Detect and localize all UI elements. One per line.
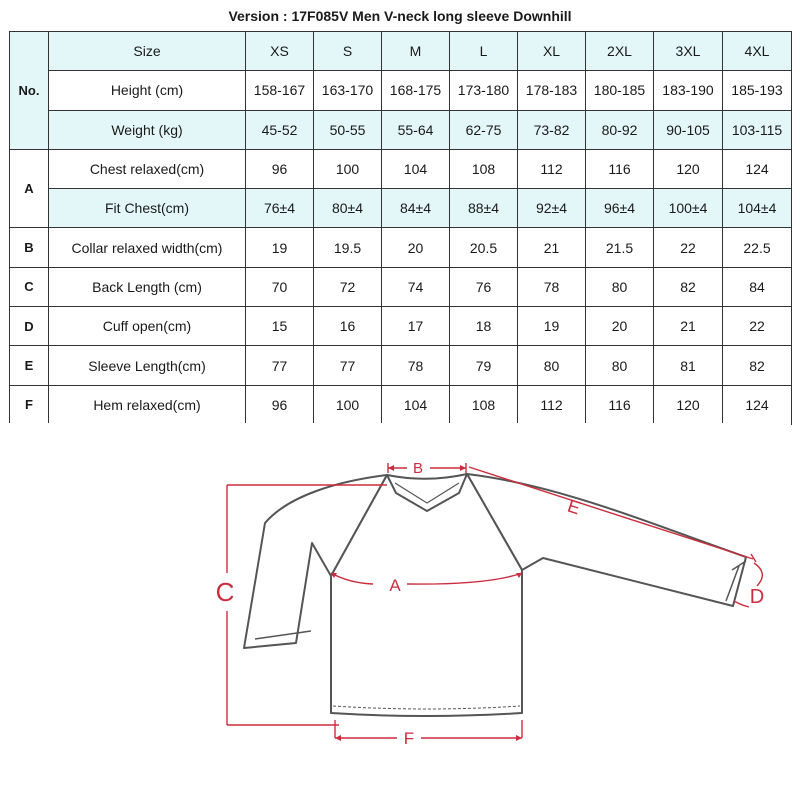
chart-title: Version : 17F085V Men V-neck long sleeve Downhill [9,0,791,32]
table-cell: 90-105 [654,110,723,149]
table-cell: 76±4 [246,189,314,228]
dimension-label-e: E [565,495,583,519]
table-cell: 84±4 [382,189,450,228]
table-cell: 70 [246,267,314,306]
row-label: Fit Chest(cm) [49,189,246,228]
table-cell: 22.5 [723,228,792,267]
table-cell: 120 [654,385,723,424]
table-cell: 112 [518,385,586,424]
size-header: 3XL [654,32,723,71]
table-cell: 88±4 [450,189,518,228]
table-cell: 96±4 [586,189,654,228]
row-code: F [10,385,49,424]
table-cell: 80 [586,267,654,306]
table-cell: 100 [314,385,382,424]
table-row [10,228,792,267]
table-cell: 74 [382,267,450,306]
table-cell: 78 [518,267,586,306]
dimension-label-c: C [215,577,235,607]
size-table [9,31,792,425]
row-label: Cuff open(cm) [49,307,246,346]
row-code: E [10,346,49,385]
table-row [10,110,792,149]
table-cell: 82 [723,346,792,385]
table-cell: 84 [723,267,792,306]
size-header: 4XL [723,32,792,71]
size-header: S [314,32,382,71]
row-code: D [10,307,49,346]
table-cell: 80±4 [314,189,382,228]
size-header-label: Size [49,32,246,71]
table-row [10,346,792,385]
row-label: Height (cm) [49,71,246,110]
table-cell: 124 [723,149,792,188]
table-row [10,32,792,71]
row-code: B [10,228,49,267]
table-cell: 116 [586,149,654,188]
size-header: XL [518,32,586,71]
dimension-label-a: A [389,576,401,595]
row-label: Weight (kg) [49,110,246,149]
table-cell: 183-190 [654,71,723,110]
table-row [10,149,792,188]
table-row [10,385,792,424]
table-cell: 76 [450,267,518,306]
table-cell: 19 [518,307,586,346]
table-cell: 21 [518,228,586,267]
table-cell: 124 [723,385,792,424]
table-cell: 158-167 [246,71,314,110]
table-cell: 73-82 [518,110,586,149]
table-cell: 77 [314,346,382,385]
table-cell: 77 [246,346,314,385]
table-cell: 22 [723,307,792,346]
table-cell: 21 [654,307,723,346]
dimension-label-d: D [749,586,765,608]
table-cell: 80-92 [586,110,654,149]
table-cell: 103-115 [723,110,792,149]
table-cell: 178-183 [518,71,586,110]
table-cell: 116 [586,385,654,424]
table-cell: 92±4 [518,189,586,228]
table-cell: 50-55 [314,110,382,149]
table-cell: 20.5 [450,228,518,267]
table-cell: 22 [654,228,723,267]
size-header: M [382,32,450,71]
row-code: C [10,267,49,306]
garment-diagram [9,423,791,800]
table-row [10,307,792,346]
table-cell: 104 [382,149,450,188]
table-cell: 55-64 [382,110,450,149]
row-label: Chest relaxed(cm) [49,149,246,188]
table-cell: 82 [654,267,723,306]
table-cell: 168-175 [382,71,450,110]
table-cell: 19.5 [314,228,382,267]
table-row [10,189,792,228]
garment-drawing [9,423,791,800]
table-cell: 19 [246,228,314,267]
table-cell: 96 [246,385,314,424]
table-cell: 120 [654,149,723,188]
table-cell: 100 [314,149,382,188]
table-cell: 104±4 [723,189,792,228]
table-cell: 180-185 [586,71,654,110]
table-cell: 79 [450,346,518,385]
table-cell: 96 [246,149,314,188]
table-cell: 15 [246,307,314,346]
size-header: 2XL [586,32,654,71]
table-cell: 80 [518,346,586,385]
dimension-label-f: F [403,729,415,748]
table-cell: 80 [586,346,654,385]
table-cell: 108 [450,385,518,424]
table-cell: 20 [586,307,654,346]
table-row [10,267,792,306]
size-header: L [450,32,518,71]
size-header: XS [246,32,314,71]
row-label: Collar relaxed width(cm) [49,228,246,267]
table-cell: 78 [382,346,450,385]
size-chart [9,0,791,800]
row-code: A [10,149,49,228]
table-cell: 112 [518,149,586,188]
table-cell: 108 [450,149,518,188]
table-cell: 18 [450,307,518,346]
table-row [10,71,792,110]
table-cell: 45-52 [246,110,314,149]
row-label: Sleeve Length(cm) [49,346,246,385]
table-cell: 20 [382,228,450,267]
table-cell: 62-75 [450,110,518,149]
table-cell: 185-193 [723,71,792,110]
no-header: No. [10,32,49,150]
table-cell: 104 [382,385,450,424]
table-cell: 173-180 [450,71,518,110]
row-label: Back Length (cm) [49,267,246,306]
table-cell: 17 [382,307,450,346]
dimension-label-b: B [412,460,424,477]
table-cell: 81 [654,346,723,385]
table-cell: 21.5 [586,228,654,267]
row-label: Hem relaxed(cm) [49,385,246,424]
table-cell: 100±4 [654,189,723,228]
table-cell: 163-170 [314,71,382,110]
table-cell: 16 [314,307,382,346]
table-cell: 72 [314,267,382,306]
